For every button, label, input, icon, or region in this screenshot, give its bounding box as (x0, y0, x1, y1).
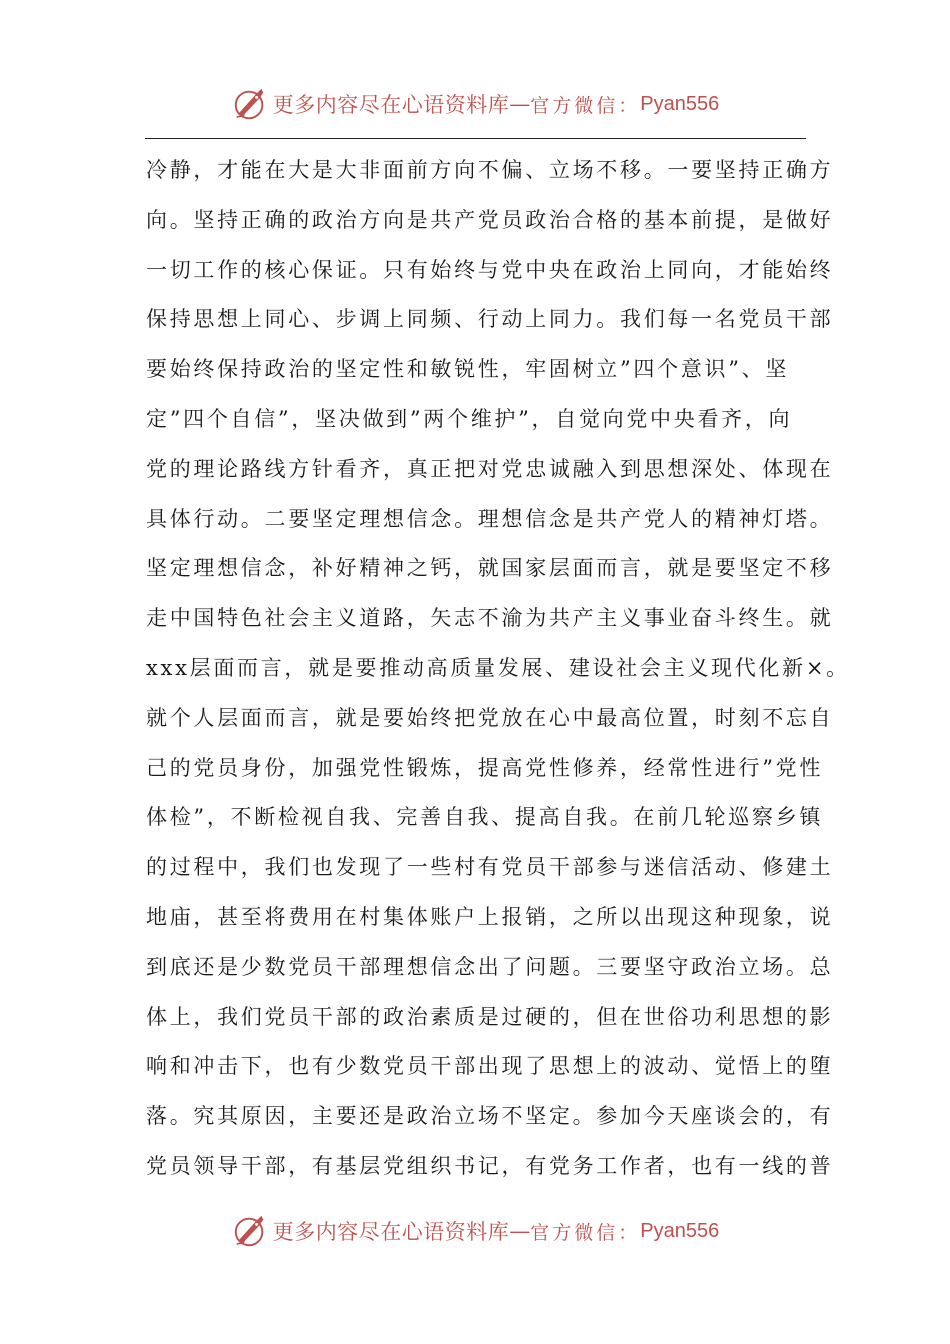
text-line: 一切工作的核心保证。只有始终与党中央在政治上同向，才能始终 (146, 257, 834, 282)
site-name-text: 更多内容尽在心语资料库 (272, 1220, 510, 1244)
text-line: 落。究其原因，主要还是政治立场不坚定。参加今天座谈会的，有 (146, 1104, 834, 1129)
text-line: 冷静，才能在大是大非面前方向不偏、立场不移。一要坚持正确方 (146, 158, 834, 182)
text-line: 己的党员身份，加强党性锻炼，提高党性修养，经常性进行”党性 (146, 755, 824, 780)
text-line: 的过程中，我们也发现了一些村有党员干部参与迷信活动、修建土 (146, 855, 834, 880)
text-line: 党员领导干部，有基层党组织书记，有党务工作者，也有一线的普 (146, 1153, 834, 1178)
header-divider (145, 138, 806, 139)
pen-nib-logo-icon (231, 85, 269, 123)
wechat-label: 官方微信： (530, 94, 641, 117)
banner-dash: — (509, 92, 531, 116)
text-line: 向。坚持正确的政治方向是共产党员政治合格的基本前提，是做好 (146, 207, 834, 232)
pen-nib-logo-icon (231, 1212, 269, 1250)
wechat-label: 官方微信： (530, 1221, 641, 1244)
text-line: 就个人层面而言，就是要始终把党放在心中最高位置，时刻不忘自 (146, 705, 834, 730)
text-line: xxx层面而言，就是要推动高质量发展、建设社会主义现代化新×。 (146, 655, 850, 680)
wechat-id: Pyan556 (640, 92, 720, 115)
text-line: 党的理论路线方针看齐，真正把对党忠诚融入到思想深处、体现在 (146, 456, 834, 481)
text-line: 地庙，甚至将费用在村集体账户上报销，之所以出现这种现象，说 (146, 904, 834, 929)
footer-banner (0, 1209, 950, 1253)
text-line: 定”四个自信”，坚决做到”两个维护”，自觉向党中央看齐，向 (146, 406, 793, 431)
text-line: 保持思想上同心、步调上同频、行动上同力。我们每一名党员干部 (146, 307, 834, 332)
text-line: 具体行动。二要坚定理想信念。理想信念是共产党人的精神灯塔。 (146, 506, 834, 531)
text-line: 要始终保持政治的坚定性和敏锐性，牢固树立”四个意识”、坚 (146, 357, 790, 382)
text-line: 体上，我们党员干部的政治素质是过硬的，但在世俗功利思想的影 (146, 1004, 834, 1029)
text-line: 走中国特色社会主义道路，矢志不渝为共产主义事业奋斗终生。就 (146, 606, 834, 631)
wechat-id: Pyan556 (640, 1219, 720, 1242)
text-line: 坚定理想信念，补好精神之钙，就国家层面而言，就是要坚定不移 (146, 556, 834, 581)
header-banner (0, 82, 950, 126)
document-body (146, 146, 850, 1192)
banner-dash: — (509, 1219, 531, 1243)
text-line: 到底还是少数党员干部理想信念出了问题。三要坚守政治立场。总 (146, 954, 834, 979)
site-name-text: 更多内容尽在心语资料库 (272, 93, 510, 117)
text-line: 响和冲击下，也有少数党员干部出现了思想上的波动、觉悟上的堕 (146, 1054, 834, 1079)
text-line: 体检”，不断检视自我、完善自我、提高自我。在前几轮巡察乡镇 (146, 805, 824, 830)
